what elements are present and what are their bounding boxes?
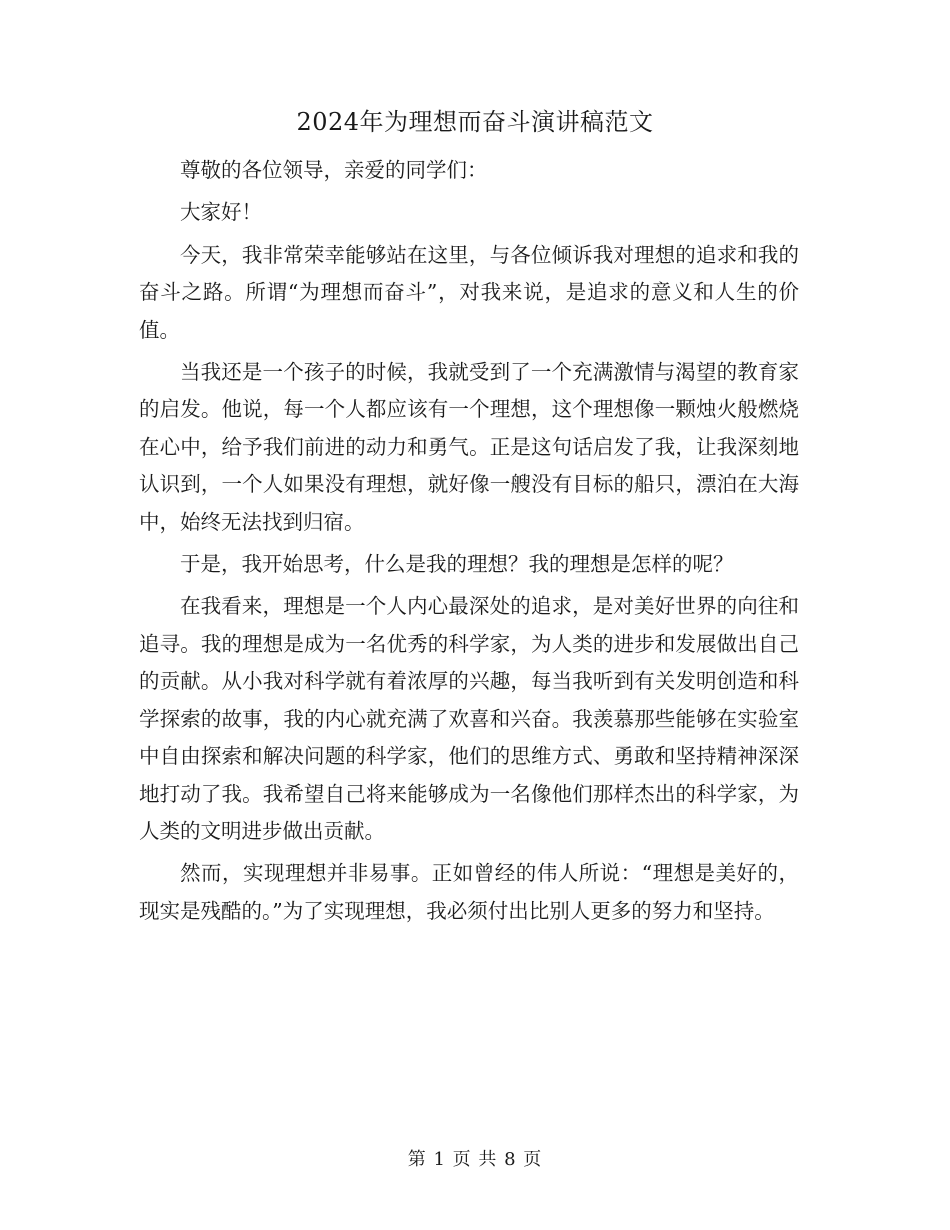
body-paragraph: 然而，实现理想并非易事。正如曾经的伟人所说：“理想是美好的，现实是残酷的。”为了实现理想，我必须付出比别人更多的努力和坚持。 <box>139 861 799 923</box>
body-paragraph: 今天，我非常荣幸能够站在这里，与各位倾诉我对理想的追求和我的奋斗之路。所谓“为理想而奋斗”，对我来说，是追求的意义和人生的价值。 <box>139 242 799 342</box>
body-paragraph: 于是，我开始思考，什么是我的理想？我的理想是怎样的呢？ <box>180 552 734 577</box>
page-number-footer: 第 1 页 共 8 页 <box>407 1149 543 1170</box>
salutation-paragraph: 尊敬的各位领导，亲爱的同学们： <box>180 158 488 182</box>
body-paragraph: 当我还是一个孩子的时候，我就受到了一个充满激情与渴望的教育家的启发。他说，每一个人都应该有一个理想，这个理想像一颗烛火般燃烧在心中，给予我们前进的动力和勇气。正是这句话启发了我，让我深刻地认识到，一个人如果没有理想，就好像一艘没有目标的船只，漂泊在大海中，始终无法找到归宿。 <box>139 360 799 534</box>
body-paragraph: 在我看来，理想是一个人内心最深处的追求，是对美好世界的向往和追寻。我的理想是成为一名优秀的科学家，为人类的进步和发展做出自己的贡献。从小我对科学就有着浓厚的兴趣，每当我听到有关发明创造和科学探索的故事，我的内心就充满了欢喜和兴奋。我羡慕那些能够在实验室中自由探索和解决问题的科学家，他们的思维方式、勇敢和坚持精神深深地打动了我。我希望自己将来能够成为一名像他们那样杰出的科学家，为人类的文明进步做出贡献。 <box>139 594 799 843</box>
document-body <box>139 152 799 935</box>
document-title: 2024年为理想而奋斗演讲稿范文 <box>296 108 654 136</box>
greeting-paragraph: 大家好！ <box>180 200 262 225</box>
